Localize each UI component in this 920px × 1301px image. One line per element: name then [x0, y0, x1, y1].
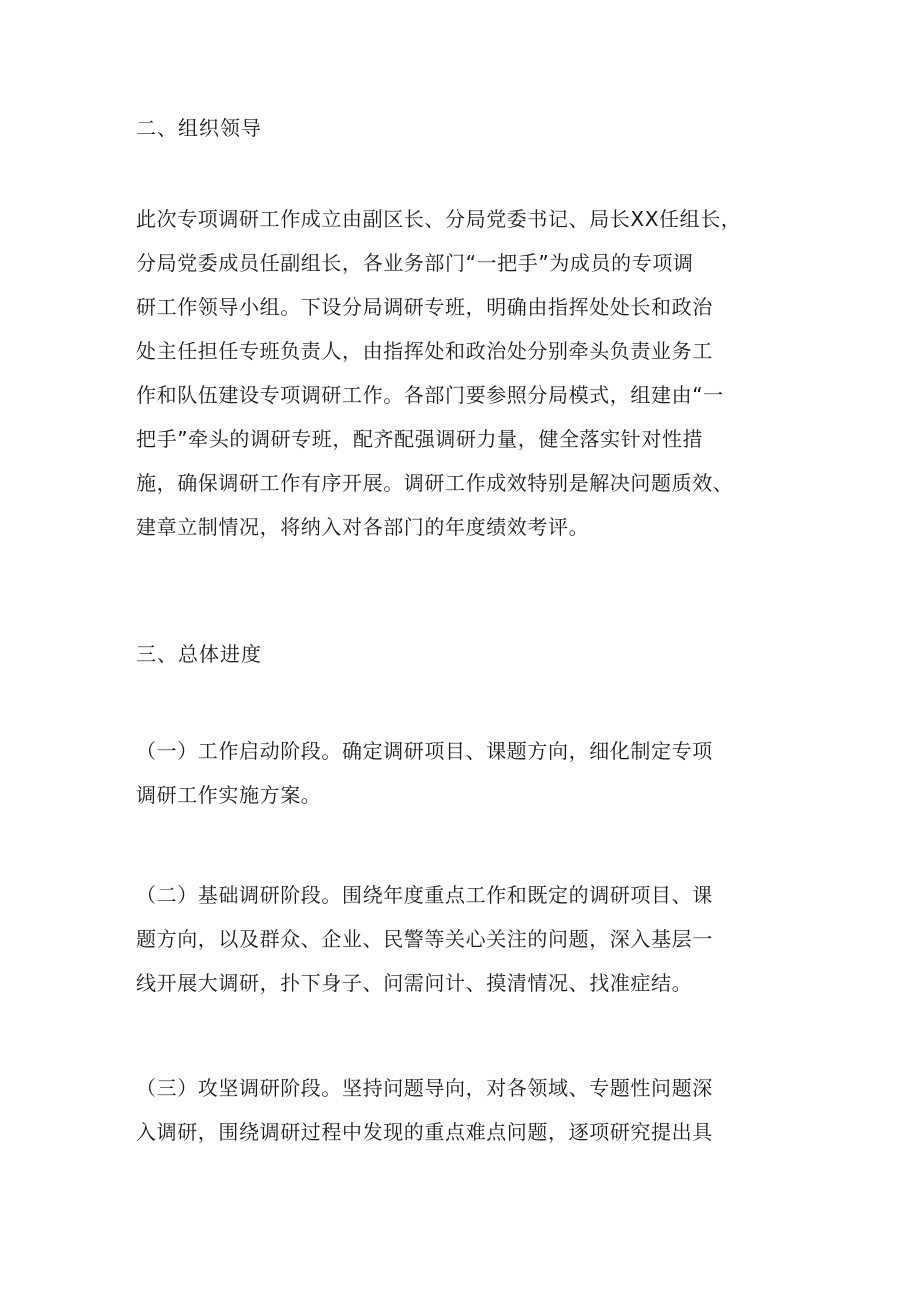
paragraph-line: （二）基础调研阶段。围绕年度重点工作和既定的调研项目、课 [136, 883, 713, 907]
paragraph-line: 调研工作实施方案。 [136, 783, 322, 807]
paragraph-line: （一）工作启动阶段。确定调研项目、课题方向，细化制定专项 [136, 739, 713, 763]
paragraph-line: （三）攻坚调研阶段。坚持问题导向，对各领域、专题性问题深 [136, 1076, 713, 1100]
paragraph-line: 施，确保调研工作有序开展。调研工作成效特别是解决问题质效、 [136, 471, 734, 495]
paragraph-line: 分局党委成员任副组长，各业务部门“一把手”为成员的专项调 [136, 251, 694, 275]
paragraph-line: 作和队伍建设专项调研工作。各部门要参照分局模式，组建由“一 [136, 383, 724, 407]
paragraph-line: 此次专项调研工作成立由副区长、分局党委书记、局长XX任组长， [136, 207, 742, 231]
section-heading-organization: 二、组织领导 [136, 116, 262, 140]
paragraph-line: 线开展大调研，扑下身子、问需问计、摸清情况、找准症结。 [136, 971, 693, 995]
paragraph-line: 题方向，以及群众、企业、民警等关心关注的问题，深入基层一 [136, 927, 713, 951]
paragraph-line: 研工作领导小组。下设分局调研专班，明确由指挥处处长和政治 [136, 295, 713, 319]
paragraph-line: 把手”牵头的调研专班，配齐配强调研力量，健全落实针对性措 [136, 427, 704, 451]
paragraph-line: 入调研，围绕调研过程中发现的重点难点问题，逐项研究提出具 [136, 1120, 713, 1144]
paragraph-line: 建章立制情况，将纳入对各部门的年度绩效考评。 [136, 515, 590, 539]
paragraph-line: 处主任担任专班负责人，由指挥处和政治处分别牵头负责业务工 [136, 339, 713, 363]
section-heading-progress: 三、总体进度 [136, 642, 262, 666]
